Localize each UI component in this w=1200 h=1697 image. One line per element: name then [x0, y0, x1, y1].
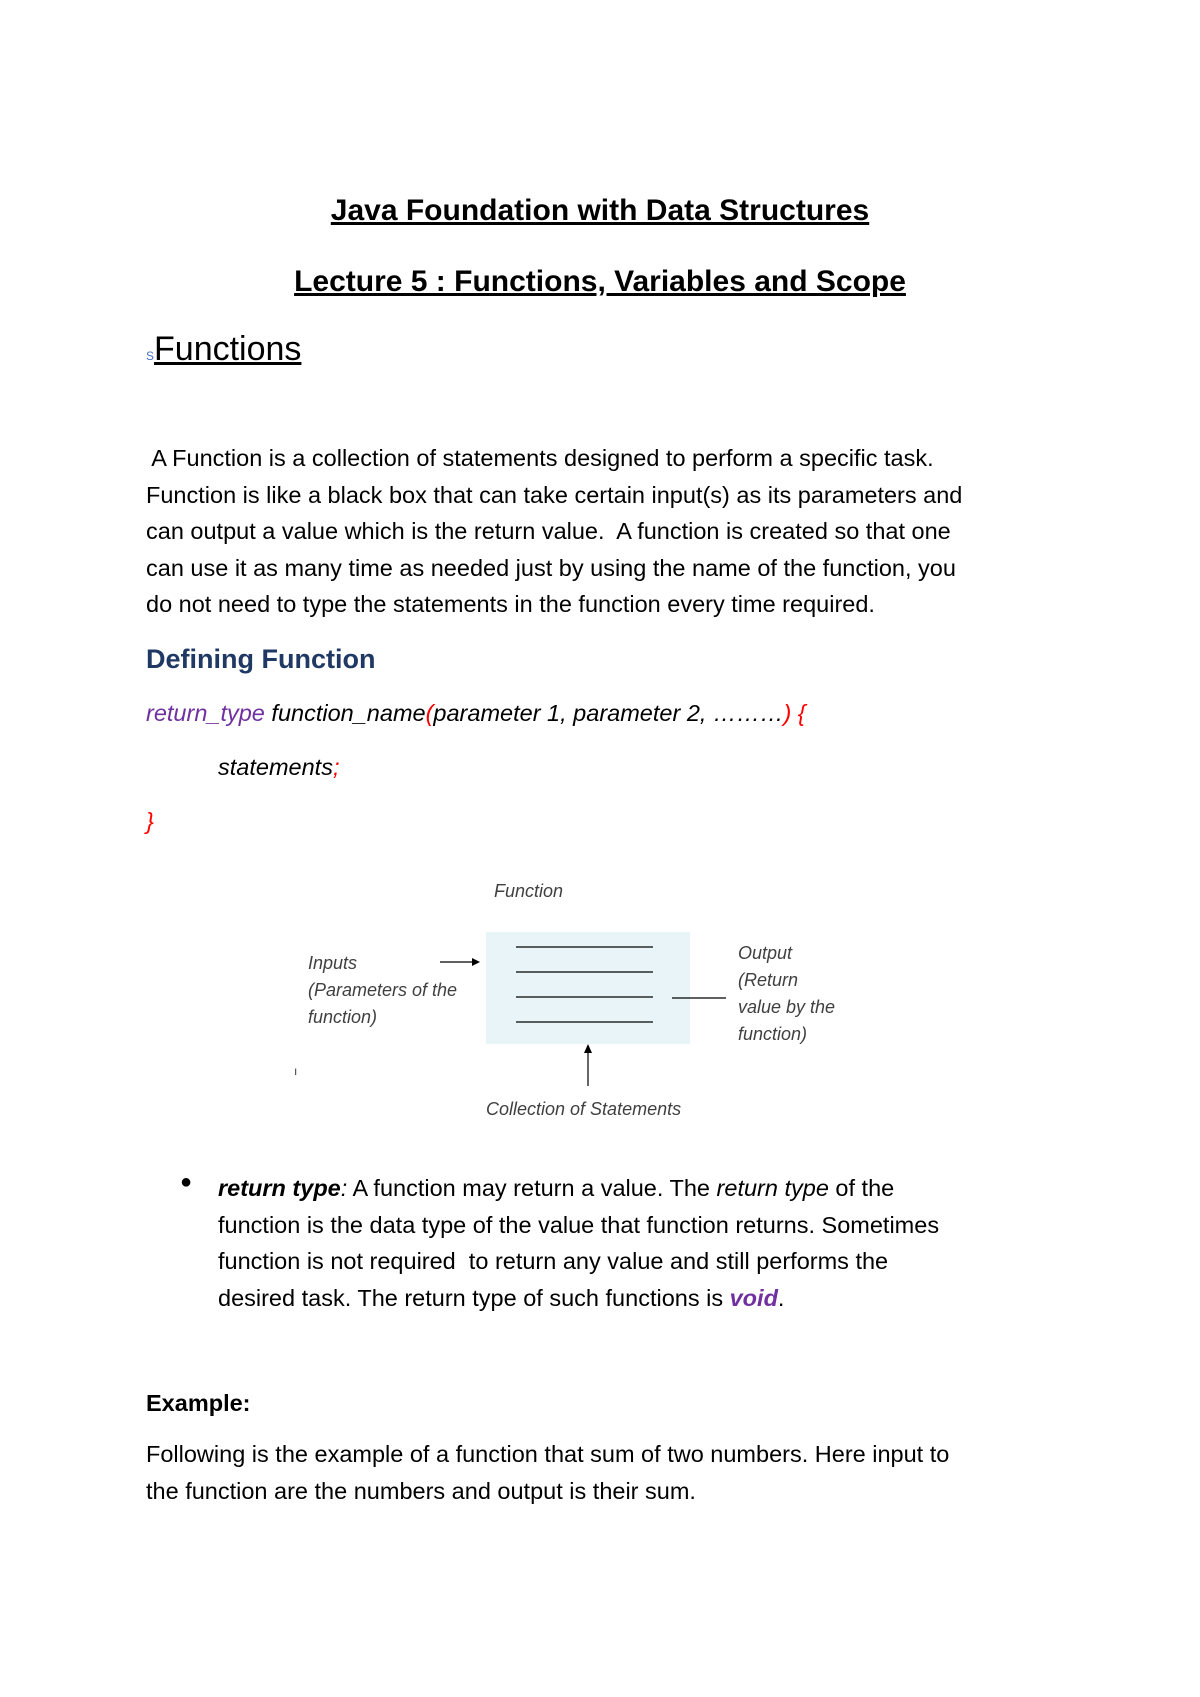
- diagram-collection-label: Collection of Statements: [486, 1099, 682, 1119]
- intro-line: can output a value which is the return value. A function is created so that one: [146, 518, 951, 544]
- intro-line: do not need to type the statements in the function every time required.: [146, 591, 875, 617]
- input-arrow-head: [472, 958, 480, 966]
- bullet-symbol: ●: [180, 1171, 193, 1193]
- section-heading-text: Functions: [154, 330, 302, 368]
- example-line: the function are the numbers and output is their sum.: [146, 1477, 696, 1504]
- bullet-term: return type: [218, 1175, 341, 1201]
- example-line: Following is the example of a function that sum of two numbers. Here input to: [146, 1441, 950, 1467]
- statements-line: [218, 754, 339, 781]
- diagram-output-label: Output (Return value by the function): [738, 943, 836, 1044]
- function-signature: [146, 700, 806, 727]
- example-paragraph: [146, 1436, 1076, 1509]
- open-paren-token: (: [425, 700, 434, 726]
- collection-arrow-head: [584, 1044, 592, 1053]
- statements-token: statements: [218, 754, 333, 780]
- diagram-function-label: Function: [494, 881, 564, 901]
- diagram-lines: [0, 870, 1200, 1130]
- section-marker: S: [146, 349, 155, 363]
- intro-line: Function is like a black box that can take certain input(s) as its parameters and: [146, 481, 963, 508]
- params-token: parameter 1, parameter 2, ………: [433, 700, 784, 726]
- diagram-stray-mark: ı: [294, 1064, 298, 1078]
- intro-line: A Function is a collection of statements designed to perform a specific task.: [146, 445, 934, 471]
- intro-line: can use it as many time as needed just by using the name of the function, you: [146, 554, 956, 581]
- semicolon-token: ;: [332, 754, 340, 780]
- diagram-inputs-label: Inputs (Parameters of the function): [308, 953, 458, 1027]
- void-keyword: void: [729, 1284, 778, 1311]
- bullet-line: desired task. The return type of such functions is void.: [218, 1284, 785, 1311]
- closing-brace: }: [146, 808, 154, 834]
- function-name-token: function_name: [271, 700, 426, 726]
- section-heading-functions: [146, 330, 301, 369]
- close-token: ) {: [783, 700, 806, 726]
- function-diagram: [0, 870, 1200, 1130]
- return-type-bullet: [218, 1170, 1078, 1316]
- intro-paragraph: [146, 440, 1076, 623]
- example-heading: Example:: [146, 1390, 251, 1416]
- document-title: Java Foundation with Data Structures: [330, 194, 870, 227]
- bullet-line: function is the data type of the value that function returns. Sometimes: [218, 1211, 940, 1238]
- lecture-title: Lecture 5 : Functions, Variables and Scope: [294, 265, 906, 298]
- bullet-line: return type: A function may return a value. The return type of the: [218, 1175, 895, 1201]
- defining-function-heading: Defining Function: [146, 644, 376, 674]
- return-type-token: return_type: [146, 700, 265, 726]
- bullet-line: function is not required to return any value and still performs the: [218, 1248, 889, 1274]
